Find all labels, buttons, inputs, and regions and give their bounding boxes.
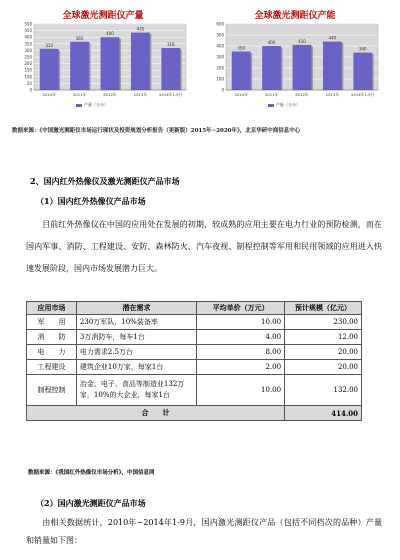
data-label: 435 [136, 26, 145, 32]
source-note-2: 数据来源：《我国红外热像仪市场分析》，中国信息网 [28, 470, 155, 476]
header-price: 平均单价（万元） [197, 302, 285, 315]
y-tick-label: 200 [216, 65, 224, 71]
legend-swatch [76, 104, 82, 107]
table-row [27, 345, 362, 360]
table-total-row [27, 406, 362, 421]
y-tick-label: 350 [24, 41, 32, 47]
production-chart-svg [14, 2, 192, 110]
y-tick-label: 150 [24, 67, 32, 73]
table-header-row [27, 302, 362, 315]
y-tick-label: 50 [26, 80, 32, 86]
data-label: 312 [45, 42, 54, 48]
y-tick-label: 400 [24, 34, 32, 40]
table-row [27, 360, 362, 375]
cell-demand: 电力需求2.5万台 [76, 345, 196, 360]
market-table [26, 301, 362, 421]
cell-market: 制程控制 [27, 375, 77, 406]
table-row [27, 315, 362, 330]
y-tick-label: 0 [29, 87, 32, 93]
y-tick-label: 300 [24, 47, 32, 53]
total-label: 合 计 [27, 406, 285, 421]
cell-scale: 20.00 [285, 345, 362, 360]
production-chart [14, 2, 192, 110]
data-label: 340 [358, 46, 367, 52]
y-tick-label: 100 [24, 74, 32, 80]
capacity-legend-label: 产能（万台） [276, 102, 300, 107]
cell-market: 工程建设 [27, 360, 77, 375]
data-label: 318 [166, 42, 175, 48]
x-tick-label: 2011年 [72, 92, 87, 97]
cell-price: 2.00 [197, 360, 285, 375]
x-tick-label: 2013年 [133, 92, 148, 97]
data-label: 400 [106, 31, 114, 37]
data-label: 350 [237, 45, 246, 51]
cell-demand: 冶金、电子、食品等制造业132万家，10%的大企业，每家1台 [76, 375, 196, 406]
y-tick-label: 0 [221, 87, 224, 93]
production-chart-title: 全球激光测距仪产量 [62, 11, 144, 21]
capacity-chart-title: 全球激光测距仪产能 [254, 11, 336, 21]
capacity-chart-svg [206, 2, 384, 110]
capacity-chart-legend [268, 102, 300, 108]
bar [293, 45, 312, 90]
subsection-heading-1: （1）国内红外热像仪产品市场 [36, 196, 146, 206]
paragraph-1 [26, 214, 382, 280]
data-label: 400 [267, 40, 276, 45]
header-demand: 潜在需求 [76, 302, 196, 315]
cell-market: 消 防 [27, 330, 77, 345]
cell-market: 军 用 [27, 315, 77, 330]
cell-price: 10.00 [197, 315, 285, 330]
bar [323, 42, 342, 90]
y-tick-label: 250 [24, 54, 32, 60]
x-tick-label: 2014年1-9月 [351, 92, 375, 97]
x-tick-label: 2010年 [234, 92, 248, 97]
cell-price: 10.00 [197, 375, 285, 406]
cell-market: 电 力 [27, 345, 77, 360]
data-label: 440 [328, 35, 337, 41]
paragraph-2 [26, 514, 382, 550]
y-tick-label: 300 [216, 54, 224, 60]
y-tick-label: 450 [24, 28, 32, 34]
legend-swatch [268, 104, 274, 107]
bar [161, 48, 180, 90]
x-tick-label: 2011年 [264, 92, 279, 97]
cell-demand: 3万消防车，每车1台 [76, 330, 196, 345]
data-label: 365 [75, 35, 84, 41]
paragraph-2-text: 由相关数据统计，2010年~2014年1-9月，国内激光测距仪产品（包括不同档次的品种）产量和销量如下图： [26, 518, 382, 545]
y-tick-label: 500 [24, 21, 32, 27]
paragraph-1-text: 目前红外热像仪在中国的应用处在发展的初期，较成熟的应用主要在电力行业的预防检测，而在国内军事、消防、工程建设、安防、森林防火、汽车夜视、制程控制等军用和民用领域的应用进入快速发展阶段，国内市场发展潜力巨大。 [26, 220, 382, 273]
cell-scale: 20.00 [285, 360, 362, 375]
bar [40, 49, 59, 90]
header-scale: 预计规模（亿元） [285, 302, 362, 315]
production-legend-label: 产量（万台） [84, 102, 108, 107]
y-tick-label: 200 [24, 61, 32, 67]
table-row [27, 375, 362, 406]
table-row [27, 330, 362, 345]
x-tick-label: 2013年 [325, 92, 340, 97]
bar [131, 33, 150, 90]
cell-demand: 建筑企业10万家，每家1台 [76, 360, 196, 375]
cell-demand: 230万军队，10%装备率 [76, 315, 196, 330]
cell-scale: 230.00 [285, 315, 362, 330]
production-chart-legend [76, 102, 108, 108]
y-tick-label: 400 [216, 43, 224, 49]
section-heading: 2、国内红外热像仪及激光测距仪产品市场 [30, 176, 180, 186]
total-value: 414.00 [285, 406, 362, 421]
cell-price: 8.00 [197, 345, 285, 360]
cell-price: 4.00 [197, 330, 285, 345]
x-tick-label: 2012年 [295, 92, 309, 97]
bar [70, 42, 89, 90]
cell-scale: 132.00 [285, 375, 362, 406]
y-tick-label: 600 [216, 21, 224, 27]
bar [232, 52, 251, 91]
bar [262, 46, 281, 90]
x-tick-label: 2012年 [103, 92, 117, 97]
data-label: 410 [298, 38, 306, 44]
x-tick-label: 2014年1-9月 [159, 92, 183, 97]
y-tick-label: 500 [216, 32, 224, 38]
y-tick-label: 100 [216, 76, 224, 82]
x-tick-label: 2010年 [42, 92, 56, 97]
source-note-1: 数据来源：《中国激光测距仪市场运行现状及投资规划分析报告（更新版）2015年~2020年》，北京华研中商信息中心 [12, 128, 301, 134]
bar [101, 37, 120, 90]
subsection-heading-2: （2）国内激光测距仪产品市场 [36, 498, 146, 508]
header-market: 应用市场 [27, 302, 77, 315]
cell-scale: 12.00 [285, 330, 362, 345]
bar [353, 53, 372, 90]
capacity-chart [206, 2, 384, 110]
